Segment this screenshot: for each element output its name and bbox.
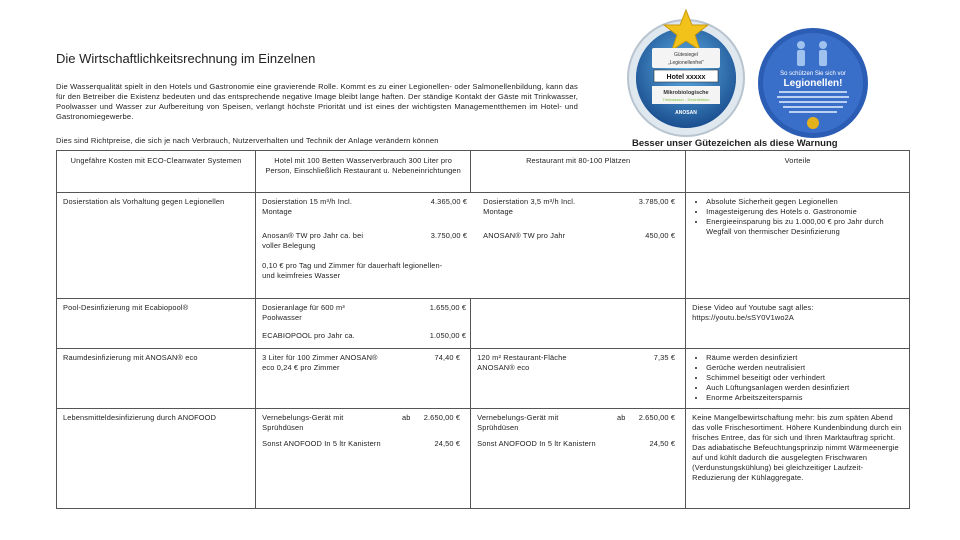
hotel-item-value: 4.365,00 €: [430, 197, 468, 206]
hotel-item-label: Anosan® TW pro Jahr ca. bei voller Belegung: [262, 231, 364, 250]
seal-line4: Trinkwasser - Desinfektion: [662, 97, 710, 102]
restaurant-item-value: 24,50 €: [649, 439, 676, 448]
hotel-item-label: Sonst ANOFOOD In 5 ltr Kanistern: [262, 439, 381, 448]
seal-line3: Mikrobiologische: [663, 90, 709, 96]
seal-line1: Gütesiegel: [674, 52, 698, 58]
table-row: [57, 409, 910, 509]
list-item: • Enorme Arbeitszeitersparnis: [706, 393, 903, 403]
row-label: Dosierstation als Vorhaltung gegen Legionellen: [57, 193, 256, 299]
table-row: [57, 193, 910, 299]
hotel-item-value: 3.750,00 €: [430, 231, 468, 240]
header-advantages: Vorteile: [686, 151, 910, 193]
list-item: • Absolute Sicherheit gegen Legionellen: [706, 197, 903, 207]
restaurant-item-value: 450,00 €: [645, 231, 676, 240]
restaurant-item-value: 3.785,00 €: [638, 197, 676, 206]
hotel-item-label: Dosieranlage für 600 m³ Poolwasser: [262, 303, 345, 322]
hotel-item-label: ECABIOPOOL pro Jahr ca.: [262, 331, 355, 340]
seal-brand: ANOSAN: [675, 110, 697, 116]
hotel-item-value: 2.650,00 €: [423, 413, 461, 422]
hotel-item-prefix: ab: [401, 413, 411, 422]
list-item: • Räume werden desinfiziert: [706, 353, 903, 363]
advantages-list: [692, 353, 903, 403]
advantages-list: [692, 197, 903, 237]
restaurant-item-label: Sonst ANOFOOD In 5 ltr Kanistern: [477, 439, 596, 448]
warning-dot-icon: [807, 117, 819, 129]
table-row: [57, 349, 910, 409]
list-item: • Gerüche werden neutralisiert: [706, 363, 903, 373]
row-label: Lebensmitteldesinfizierung durch ANOFOOD: [57, 409, 256, 509]
warn-line1: So schützen Sie sich vor: [780, 71, 846, 77]
warn-line2: Legionellen!: [783, 78, 843, 89]
list-item: • Schimmel beseitigt oder verhindert: [706, 373, 903, 383]
list-item: • Imagesteigerung des Hotels o. Gastronomie: [706, 207, 903, 217]
header-hotel: Hotel mit 100 Betten Wasserverbrauch 300 Liter pro Person, Einschließlich Restaurant u. Nebeneinrichtungen: [256, 151, 471, 193]
hotel-item-label: 3 Liter für 100 Zimmer ANOSAN® eco 0,24 € pro Zimmer: [262, 353, 378, 372]
restaurant-item-prefix: ab: [616, 413, 626, 422]
hotel-item-value: 1.655,00 €: [429, 303, 467, 312]
cost-table: [56, 150, 910, 509]
restaurant-item-value: 7,35 €: [653, 353, 676, 362]
table-header-row: [57, 151, 910, 193]
legionella-warning-logo: [757, 27, 869, 139]
header-costs: Ungefähre Kosten mit ECO-Cleanwater Systemen: [57, 151, 256, 193]
header-restaurant: Restaurant mit 80-100 Plätzen: [471, 151, 686, 193]
hotel-item-value: 1.050,00 €: [429, 331, 467, 340]
intro-paragraph: Die Wasserqualität spielt in den Hotels und Gastronomie eine gravierende Rolle. Kommt es zu einer Legionellen- oder Salmonellenbildung, kann das für den Betreiber die Existenz bedeuten und das entsprechende negative Image bleibt lange haften. Der ständige Kontakt der Gäste mit Trinkwasser, Poolwasser und Wasser zur Aufbereitung von Speisen, verlangt höchste Priorität und ist eines der wichtigsten Managementthemen im Hotel- und Gastronomiegewerbe.: [56, 82, 578, 121]
price-note: Dies sind Richtpreise, die sich je nach Verbrauch, Nutzerverhalten und Technik der Anlage verändern können: [56, 136, 439, 145]
hotel-item-value: 24,50 €: [434, 439, 461, 448]
hotel-item-label: Vernebelungs-Gerät mit Sprühdüsen: [262, 413, 344, 432]
row-extra-note: 0,10 € pro Tag und Zimmer für dauerhaft legionellen- und keimfreies Wasser: [262, 261, 443, 280]
advantages-text: Keine Mangelbewirtschaftung mehr: bis zum späten Abend das volle Frischesortiment. Höhere Kundenbindung durch ein frisches Entree, das für sich und Ihren Marktauftrag spricht. Das adiabatische Befeuchtungsprinzip nimmt Wärmeenergie auf und kühlt dadurch die ausgelegten Frischwaren (Verdunstungskühlung) bei gleichzeitiger Laufzeit-Reduzierung der Kühlaggregate.: [686, 409, 910, 509]
table-row: [57, 299, 910, 349]
list-item: • Energieeinsparung bis zu 1.000,00 € pro Jahr durch Wegfall von thermischer Desinfizierung: [706, 217, 903, 237]
row-label: Raumdesinfizierung mit ANOSAN® eco: [57, 349, 256, 409]
restaurant-item-label: 120 m² Restaurant-Fläche ANOSAN® eco: [477, 353, 567, 372]
badge-caption: Besser unser Gütezeichen als diese Warnung: [632, 138, 838, 149]
list-item: • Auch Lüftungsanlagen werden desinfiziert: [706, 383, 903, 393]
restaurant-item-label: Dosierstation 3,5 m³/h Incl. Montage: [483, 197, 576, 216]
advantages-text: Diese Video auf Youtube sagt alles: https://youtu.be/sSY0V1wo2A: [686, 299, 910, 349]
row-label: Pool-Desinfizierung mit Ecabiopool®: [57, 299, 256, 349]
hotel-item-label: Dosierstation 15 m³/h Incl. Montage: [262, 197, 353, 216]
page-title: Die Wirtschaftlichkeitsrechnung im Einzelnen: [56, 51, 316, 66]
restaurant-item-label: ANOSAN® TW pro Jahr: [483, 231, 566, 240]
seal-hotel: Hotel xxxxx: [666, 74, 706, 81]
seal-line2: „Legionellenfrei“: [668, 60, 704, 66]
restaurant-item-value: 2.650,00 €: [638, 413, 676, 422]
quality-seal-logo: [620, 8, 752, 140]
hotel-item-value: 74,40 €: [434, 353, 461, 362]
restaurant-item-label: Vernebelungs-Gerät mit Sprühdüsen: [477, 413, 559, 432]
